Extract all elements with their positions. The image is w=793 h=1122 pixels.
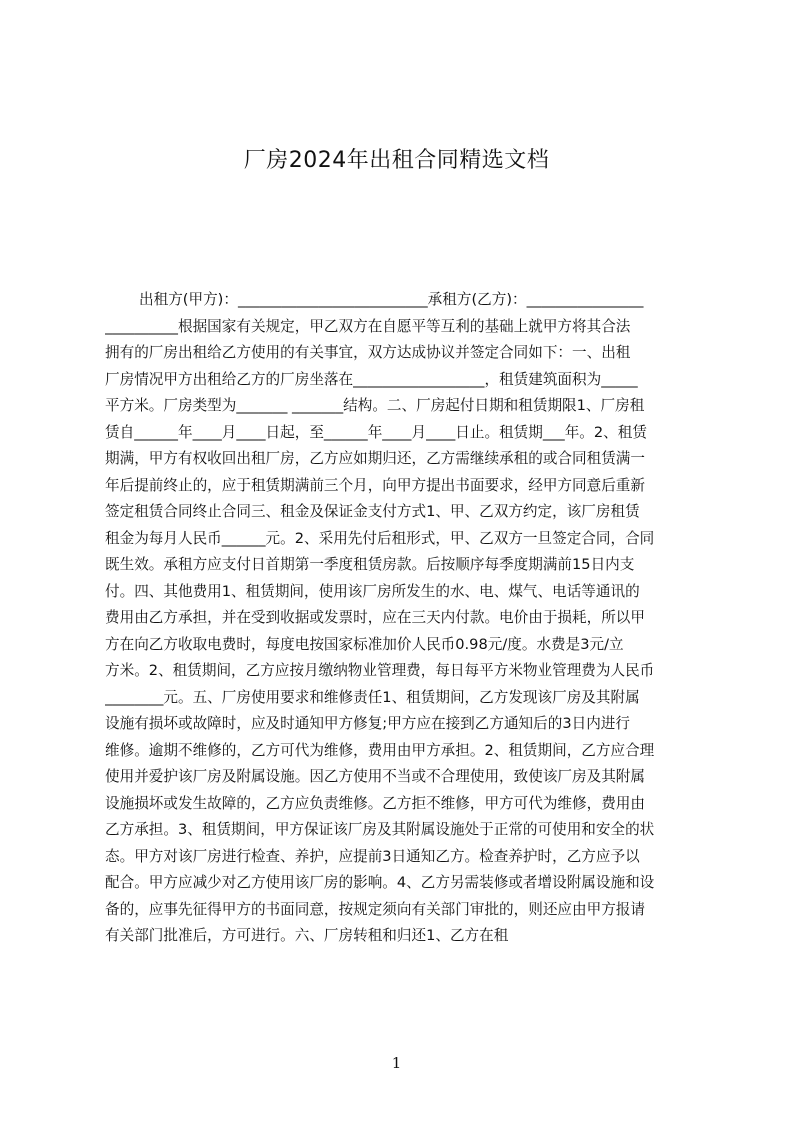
text-line: 乙方承担。3、租赁期间，甲方保证该厂房及其附属设施处于正常的可使用和安全的状 [105, 821, 655, 838]
text-line: 拥有的厂房出租给乙方使用的有关事宜，双方达成协议并签定合同如下：一、出租 [105, 344, 631, 361]
text-line: 备的，应事先征得甲方的书面同意，按规定须向有关部门审批的，则还应由甲方报请 [105, 900, 645, 918]
text-line: 方在向乙方收取电费时，每度电按国家标准加价人民币0.98元/度。水费是3元/立 [105, 635, 624, 653]
text-line: 期满，甲方有权收回出租厂房，乙方应如期归还，乙方需继续承租的或合同租赁满一 [105, 450, 645, 467]
text-line: 出租方(甲方)：__________________________承租方(乙方)：________________ [139, 291, 644, 308]
text-line: 付。四、其他费用1、租赁期间，使用该厂房所发生的水、电、煤气、电话等通讯的 [105, 582, 640, 600]
page-number: 1 [391, 1054, 402, 1072]
text-line: 配合。甲方应减少对乙方使用该厂房的影响。4、乙方另需装修或者增设附属设施和设 [105, 874, 655, 891]
page-title: 厂房2024年出租合同精选文档 [243, 148, 550, 173]
text-line: 签定租赁合同终止合同三、租金及保证金支付方式1、甲、乙双方约定，该厂房租赁 [105, 503, 640, 520]
text-line: 平方米。厂房类型为_______ _______结构。二、厂房起付日期和租赁期限1、厂房租 [105, 397, 645, 414]
text-line: 租金为每月人民币______元。2、采用先付后租形式，甲、乙双方一旦签定合同，合同 [105, 529, 655, 547]
text-line: 费用由乙方承担，并在受到收据或发票时，应在三天内付款。电价由于损耗，所以甲 [105, 609, 645, 626]
text-line: 维修。逾期不维修的，乙方可代为维修，费用由甲方承担。2、租赁期间，乙方应合理 [105, 741, 655, 759]
text-line: 既生效。承租方应支付日首期第一季度租赁房款。后按顺序每季度期满前15日内支 [105, 556, 635, 573]
text-line: __________根据国家有关规定，甲乙双方在自愿平等互利的基础上就甲方将其合法 [105, 317, 631, 335]
text-line: 厂房情况甲方出租给乙方的厂房坐落在__________________，租赁建筑面积为_____ [105, 370, 638, 388]
text-line: ________元。五、厂房使用要求和维修责任1、租赁期间，乙方发现该厂房及其附属 [105, 688, 640, 706]
text-line: 方米。2、租赁期间，乙方应按月缴纳物业管理费，每日每平方米物业管理费为人民币 [105, 662, 655, 679]
text-line: 态。甲方对该厂房进行检查、养护，应提前3日通知乙方。检查养护时，乙方应予以 [105, 847, 640, 865]
text-line: 使用并爱护该厂房及附属设施。因乙方使用不当或不合理使用，致使该厂房及其附属 [105, 768, 645, 785]
text-line: 年后提前终止的，应于租赁期满前三个月，向甲方提出书面要求，经甲方同意后重新 [105, 476, 645, 494]
text-line: 设施有损坏或故障时，应及时通知甲方修复;甲方应在接到乙方通知后的3日内进行 [105, 715, 630, 732]
text-line: 设施损坏或发生故障的，乙方应负责维修。乙方拒不维修，甲方可代为维修，费用由 [105, 794, 645, 812]
text-line: 有关部门批准后，方可进行。六、厂房转租和归还1、乙方在租 [105, 927, 509, 944]
contract-body [105, 287, 697, 967]
text-line: 赁自______年____月____日起，至______年____月____日止。租赁期___年。2、租赁 [105, 423, 647, 441]
